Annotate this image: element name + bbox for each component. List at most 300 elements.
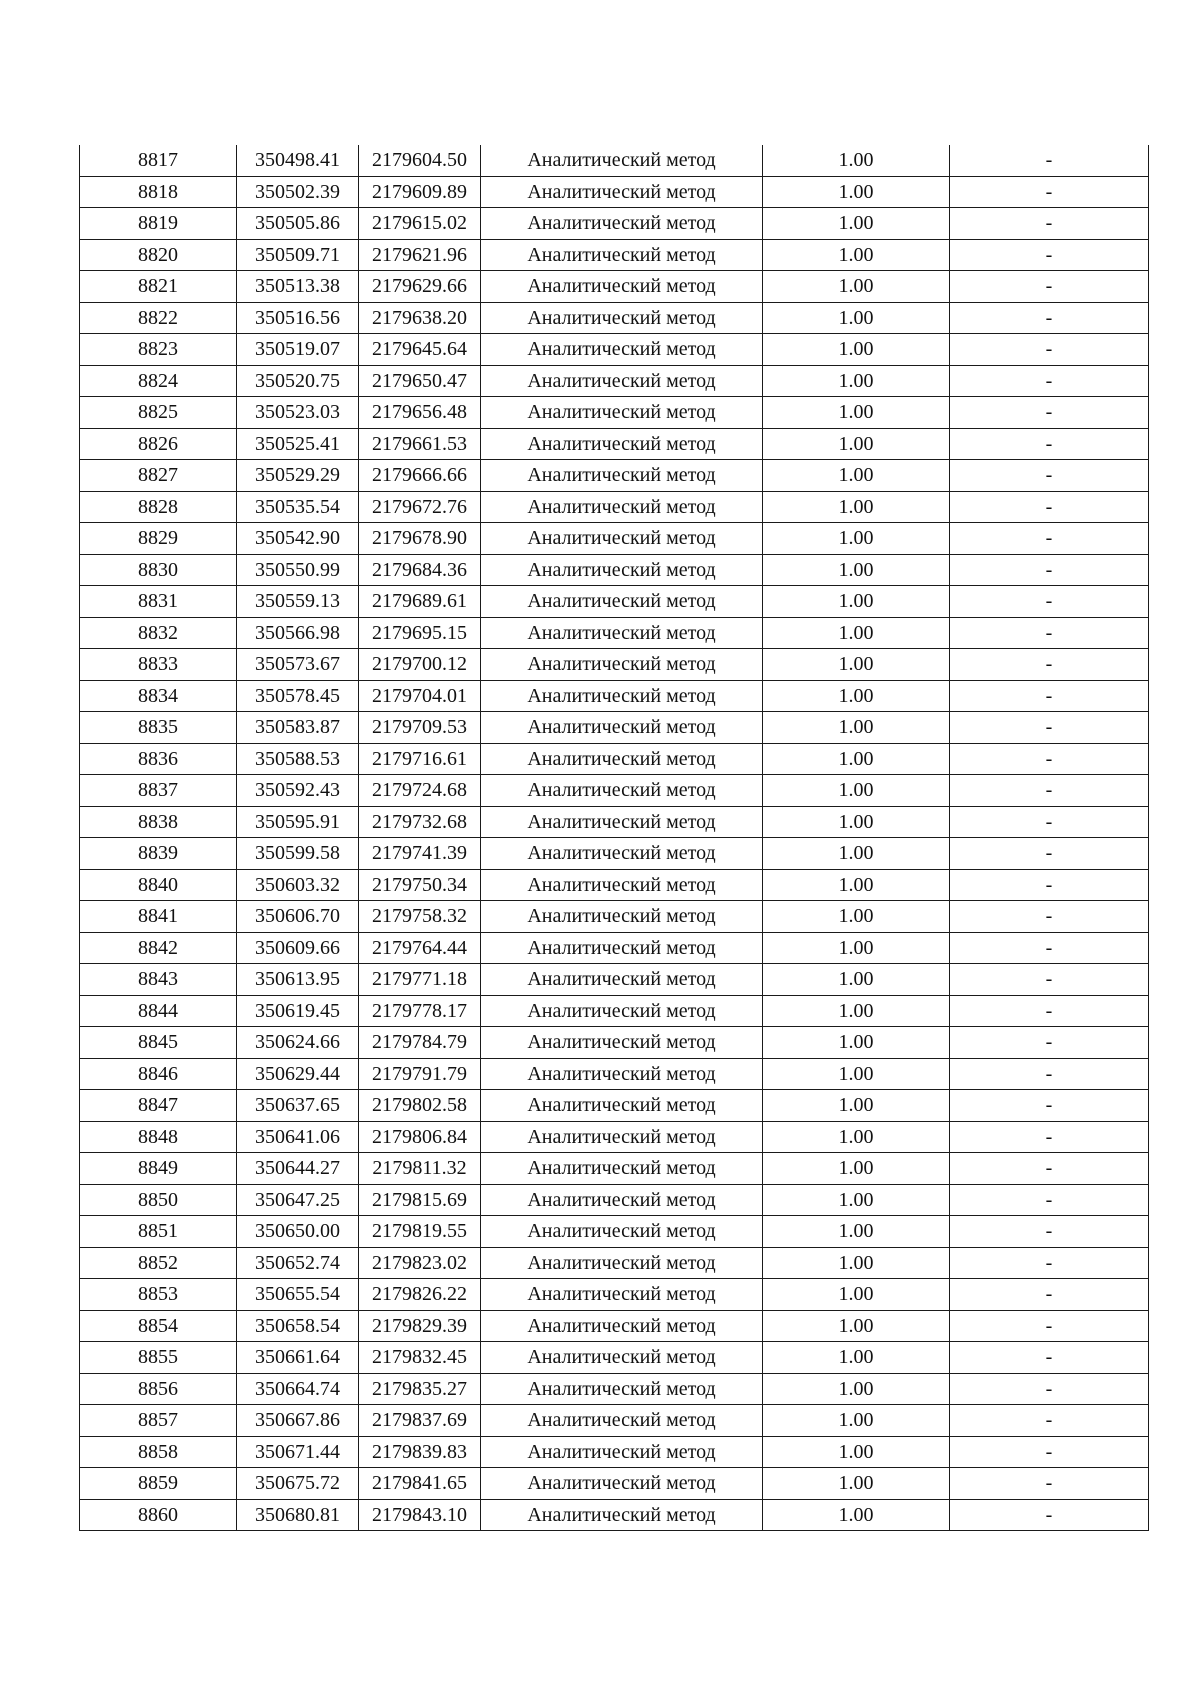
- table-row: [80, 176, 1149, 208]
- note-cell: -: [950, 1247, 1149, 1279]
- point-number-cell: 8847: [80, 1090, 237, 1122]
- x-coordinate-cell: 350613.95: [237, 964, 359, 996]
- x-coordinate-cell: 350509.71: [237, 239, 359, 271]
- method-cell: Аналитический метод: [481, 869, 763, 901]
- note-cell: -: [950, 1121, 1149, 1153]
- point-number-cell: 8818: [80, 176, 237, 208]
- table-row: [80, 1405, 1149, 1437]
- x-coordinate-cell: 350516.56: [237, 302, 359, 334]
- method-cell: Аналитический метод: [481, 1153, 763, 1185]
- method-cell: Аналитический метод: [481, 1373, 763, 1405]
- y-coordinate-cell: 2179678.90: [359, 523, 481, 555]
- table-row: [80, 208, 1149, 240]
- x-coordinate-cell: 350624.66: [237, 1027, 359, 1059]
- method-cell: Аналитический метод: [481, 932, 763, 964]
- table-row: [80, 1247, 1149, 1279]
- accuracy-cell: 1.00: [763, 712, 950, 744]
- point-number-cell: 8856: [80, 1373, 237, 1405]
- accuracy-cell: 1.00: [763, 1090, 950, 1122]
- table-row: [80, 145, 1149, 176]
- note-cell: -: [950, 397, 1149, 429]
- method-cell: Аналитический метод: [481, 460, 763, 492]
- method-cell: Аналитический метод: [481, 1468, 763, 1500]
- note-cell: -: [950, 1405, 1149, 1437]
- method-cell: Аналитический метод: [481, 554, 763, 586]
- method-cell: Аналитический метод: [481, 1090, 763, 1122]
- point-number-cell: 8823: [80, 334, 237, 366]
- note-cell: -: [950, 617, 1149, 649]
- point-number-cell: 8825: [80, 397, 237, 429]
- y-coordinate-cell: 2179741.39: [359, 838, 481, 870]
- coordinates-table-body: [80, 145, 1149, 1531]
- y-coordinate-cell: 2179615.02: [359, 208, 481, 240]
- table-row: [80, 554, 1149, 586]
- accuracy-cell: 1.00: [763, 1184, 950, 1216]
- note-cell: -: [950, 743, 1149, 775]
- note-cell: -: [950, 1310, 1149, 1342]
- y-coordinate-cell: 2179629.66: [359, 271, 481, 303]
- accuracy-cell: 1.00: [763, 428, 950, 460]
- x-coordinate-cell: 350664.74: [237, 1373, 359, 1405]
- x-coordinate-cell: 350535.54: [237, 491, 359, 523]
- y-coordinate-cell: 2179806.84: [359, 1121, 481, 1153]
- note-cell: -: [950, 1436, 1149, 1468]
- point-number-cell: 8838: [80, 806, 237, 838]
- accuracy-cell: 1.00: [763, 491, 950, 523]
- y-coordinate-cell: 2179609.89: [359, 176, 481, 208]
- y-coordinate-cell: 2179732.68: [359, 806, 481, 838]
- point-number-cell: 8844: [80, 995, 237, 1027]
- point-number-cell: 8857: [80, 1405, 237, 1437]
- method-cell: Аналитический метод: [481, 617, 763, 649]
- table-row: [80, 302, 1149, 334]
- x-coordinate-cell: 350498.41: [237, 145, 359, 176]
- table-row: [80, 680, 1149, 712]
- point-number-cell: 8830: [80, 554, 237, 586]
- method-cell: Аналитический метод: [481, 176, 763, 208]
- method-cell: Аналитический метод: [481, 428, 763, 460]
- point-number-cell: 8859: [80, 1468, 237, 1500]
- point-number-cell: 8820: [80, 239, 237, 271]
- y-coordinate-cell: 2179826.22: [359, 1279, 481, 1311]
- table-row: [80, 869, 1149, 901]
- point-number-cell: 8835: [80, 712, 237, 744]
- point-number-cell: 8827: [80, 460, 237, 492]
- x-coordinate-cell: 350652.74: [237, 1247, 359, 1279]
- y-coordinate-cell: 2179604.50: [359, 145, 481, 176]
- point-number-cell: 8828: [80, 491, 237, 523]
- point-number-cell: 8832: [80, 617, 237, 649]
- y-coordinate-cell: 2179841.65: [359, 1468, 481, 1500]
- point-number-cell: 8846: [80, 1058, 237, 1090]
- note-cell: -: [950, 334, 1149, 366]
- accuracy-cell: 1.00: [763, 995, 950, 1027]
- x-coordinate-cell: 350573.67: [237, 649, 359, 681]
- method-cell: Аналитический метод: [481, 365, 763, 397]
- point-number-cell: 8839: [80, 838, 237, 870]
- y-coordinate-cell: 2179832.45: [359, 1342, 481, 1374]
- table-row: [80, 1121, 1149, 1153]
- x-coordinate-cell: 350529.29: [237, 460, 359, 492]
- coordinates-table: [79, 145, 1149, 1531]
- x-coordinate-cell: 350513.38: [237, 271, 359, 303]
- note-cell: -: [950, 838, 1149, 870]
- table-row: [80, 806, 1149, 838]
- accuracy-cell: 1.00: [763, 1121, 950, 1153]
- x-coordinate-cell: 350655.54: [237, 1279, 359, 1311]
- accuracy-cell: 1.00: [763, 964, 950, 996]
- y-coordinate-cell: 2179791.79: [359, 1058, 481, 1090]
- accuracy-cell: 1.00: [763, 397, 950, 429]
- accuracy-cell: 1.00: [763, 1027, 950, 1059]
- method-cell: Аналитический метод: [481, 743, 763, 775]
- y-coordinate-cell: 2179638.20: [359, 302, 481, 334]
- method-cell: Аналитический метод: [481, 491, 763, 523]
- y-coordinate-cell: 2179802.58: [359, 1090, 481, 1122]
- table-row: [80, 271, 1149, 303]
- x-coordinate-cell: 350523.03: [237, 397, 359, 429]
- y-coordinate-cell: 2179661.53: [359, 428, 481, 460]
- table-row: [80, 334, 1149, 366]
- x-coordinate-cell: 350637.65: [237, 1090, 359, 1122]
- point-number-cell: 8819: [80, 208, 237, 240]
- accuracy-cell: 1.00: [763, 743, 950, 775]
- table-row: [80, 491, 1149, 523]
- x-coordinate-cell: 350658.54: [237, 1310, 359, 1342]
- x-coordinate-cell: 350644.27: [237, 1153, 359, 1185]
- accuracy-cell: 1.00: [763, 1058, 950, 1090]
- x-coordinate-cell: 350609.66: [237, 932, 359, 964]
- note-cell: -: [950, 365, 1149, 397]
- x-coordinate-cell: 350559.13: [237, 586, 359, 618]
- y-coordinate-cell: 2179778.17: [359, 995, 481, 1027]
- point-number-cell: 8822: [80, 302, 237, 334]
- point-number-cell: 8849: [80, 1153, 237, 1185]
- point-number-cell: 8837: [80, 775, 237, 807]
- accuracy-cell: 1.00: [763, 365, 950, 397]
- x-coordinate-cell: 350520.75: [237, 365, 359, 397]
- method-cell: Аналитический метод: [481, 1247, 763, 1279]
- y-coordinate-cell: 2179656.48: [359, 397, 481, 429]
- note-cell: -: [950, 995, 1149, 1027]
- x-coordinate-cell: 350680.81: [237, 1499, 359, 1531]
- x-coordinate-cell: 350667.86: [237, 1405, 359, 1437]
- accuracy-cell: 1.00: [763, 1310, 950, 1342]
- y-coordinate-cell: 2179645.64: [359, 334, 481, 366]
- point-number-cell: 8845: [80, 1027, 237, 1059]
- accuracy-cell: 1.00: [763, 1216, 950, 1248]
- table-row: [80, 712, 1149, 744]
- note-cell: -: [950, 932, 1149, 964]
- method-cell: Аналитический метод: [481, 586, 763, 618]
- note-cell: -: [950, 1058, 1149, 1090]
- note-cell: -: [950, 302, 1149, 334]
- accuracy-cell: 1.00: [763, 460, 950, 492]
- accuracy-cell: 1.00: [763, 1247, 950, 1279]
- note-cell: -: [950, 1184, 1149, 1216]
- note-cell: -: [950, 1216, 1149, 1248]
- point-number-cell: 8848: [80, 1121, 237, 1153]
- method-cell: Аналитический метод: [481, 1436, 763, 1468]
- note-cell: -: [950, 775, 1149, 807]
- point-number-cell: 8836: [80, 743, 237, 775]
- accuracy-cell: 1.00: [763, 523, 950, 555]
- y-coordinate-cell: 2179764.44: [359, 932, 481, 964]
- x-coordinate-cell: 350583.87: [237, 712, 359, 744]
- method-cell: Аналитический метод: [481, 1184, 763, 1216]
- y-coordinate-cell: 2179704.01: [359, 680, 481, 712]
- point-number-cell: 8853: [80, 1279, 237, 1311]
- y-coordinate-cell: 2179771.18: [359, 964, 481, 996]
- table-row: [80, 428, 1149, 460]
- table-row: [80, 1153, 1149, 1185]
- note-cell: -: [950, 554, 1149, 586]
- table-row: [80, 901, 1149, 933]
- y-coordinate-cell: 2179815.69: [359, 1184, 481, 1216]
- y-coordinate-cell: 2179837.69: [359, 1405, 481, 1437]
- x-coordinate-cell: 350606.70: [237, 901, 359, 933]
- y-coordinate-cell: 2179684.36: [359, 554, 481, 586]
- table-row: [80, 365, 1149, 397]
- y-coordinate-cell: 2179843.10: [359, 1499, 481, 1531]
- method-cell: Аналитический метод: [481, 1058, 763, 1090]
- accuracy-cell: 1.00: [763, 586, 950, 618]
- x-coordinate-cell: 350550.99: [237, 554, 359, 586]
- x-coordinate-cell: 350599.58: [237, 838, 359, 870]
- note-cell: -: [950, 680, 1149, 712]
- point-number-cell: 8824: [80, 365, 237, 397]
- table-row: [80, 523, 1149, 555]
- method-cell: Аналитический метод: [481, 1121, 763, 1153]
- table-row: [80, 1499, 1149, 1531]
- table-row: [80, 964, 1149, 996]
- y-coordinate-cell: 2179621.96: [359, 239, 481, 271]
- y-coordinate-cell: 2179819.55: [359, 1216, 481, 1248]
- method-cell: Аналитический метод: [481, 145, 763, 176]
- note-cell: -: [950, 1468, 1149, 1500]
- note-cell: -: [950, 491, 1149, 523]
- x-coordinate-cell: 350629.44: [237, 1058, 359, 1090]
- x-coordinate-cell: 350578.45: [237, 680, 359, 712]
- accuracy-cell: 1.00: [763, 775, 950, 807]
- note-cell: -: [950, 1153, 1149, 1185]
- x-coordinate-cell: 350592.43: [237, 775, 359, 807]
- x-coordinate-cell: 350525.41: [237, 428, 359, 460]
- y-coordinate-cell: 2179784.79: [359, 1027, 481, 1059]
- method-cell: Аналитический метод: [481, 523, 763, 555]
- x-coordinate-cell: 350671.44: [237, 1436, 359, 1468]
- x-coordinate-cell: 350641.06: [237, 1121, 359, 1153]
- accuracy-cell: 1.00: [763, 1279, 950, 1311]
- x-coordinate-cell: 350505.86: [237, 208, 359, 240]
- y-coordinate-cell: 2179839.83: [359, 1436, 481, 1468]
- point-number-cell: 8855: [80, 1342, 237, 1374]
- point-number-cell: 8854: [80, 1310, 237, 1342]
- table-row: [80, 1310, 1149, 1342]
- note-cell: -: [950, 208, 1149, 240]
- note-cell: -: [950, 586, 1149, 618]
- accuracy-cell: 1.00: [763, 145, 950, 176]
- y-coordinate-cell: 2179829.39: [359, 1310, 481, 1342]
- point-number-cell: 8842: [80, 932, 237, 964]
- method-cell: Аналитический метод: [481, 397, 763, 429]
- table-row: [80, 1373, 1149, 1405]
- note-cell: -: [950, 176, 1149, 208]
- y-coordinate-cell: 2179689.61: [359, 586, 481, 618]
- method-cell: Аналитический метод: [481, 775, 763, 807]
- table-row: [80, 1090, 1149, 1122]
- table-row: [80, 932, 1149, 964]
- x-coordinate-cell: 350603.32: [237, 869, 359, 901]
- note-cell: -: [950, 1090, 1149, 1122]
- table-row: [80, 1468, 1149, 1500]
- accuracy-cell: 1.00: [763, 1373, 950, 1405]
- y-coordinate-cell: 2179666.66: [359, 460, 481, 492]
- note-cell: -: [950, 1499, 1149, 1531]
- method-cell: Аналитический метод: [481, 208, 763, 240]
- x-coordinate-cell: 350595.91: [237, 806, 359, 838]
- method-cell: Аналитический метод: [481, 680, 763, 712]
- accuracy-cell: 1.00: [763, 901, 950, 933]
- accuracy-cell: 1.00: [763, 806, 950, 838]
- accuracy-cell: 1.00: [763, 1499, 950, 1531]
- y-coordinate-cell: 2179823.02: [359, 1247, 481, 1279]
- accuracy-cell: 1.00: [763, 680, 950, 712]
- y-coordinate-cell: 2179811.32: [359, 1153, 481, 1185]
- method-cell: Аналитический метод: [481, 1216, 763, 1248]
- accuracy-cell: 1.00: [763, 932, 950, 964]
- accuracy-cell: 1.00: [763, 554, 950, 586]
- method-cell: Аналитический метод: [481, 302, 763, 334]
- y-coordinate-cell: 2179709.53: [359, 712, 481, 744]
- accuracy-cell: 1.00: [763, 617, 950, 649]
- point-number-cell: 8843: [80, 964, 237, 996]
- accuracy-cell: 1.00: [763, 239, 950, 271]
- method-cell: Аналитический метод: [481, 1310, 763, 1342]
- accuracy-cell: 1.00: [763, 334, 950, 366]
- note-cell: -: [950, 901, 1149, 933]
- table-row: [80, 838, 1149, 870]
- accuracy-cell: 1.00: [763, 1405, 950, 1437]
- y-coordinate-cell: 2179695.15: [359, 617, 481, 649]
- accuracy-cell: 1.00: [763, 869, 950, 901]
- method-cell: Аналитический метод: [481, 1342, 763, 1374]
- point-number-cell: 8860: [80, 1499, 237, 1531]
- method-cell: Аналитический метод: [481, 649, 763, 681]
- method-cell: Аналитический метод: [481, 271, 763, 303]
- note-cell: -: [950, 523, 1149, 555]
- point-number-cell: 8829: [80, 523, 237, 555]
- note-cell: -: [950, 869, 1149, 901]
- y-coordinate-cell: 2179724.68: [359, 775, 481, 807]
- accuracy-cell: 1.00: [763, 1153, 950, 1185]
- accuracy-cell: 1.00: [763, 1468, 950, 1500]
- accuracy-cell: 1.00: [763, 302, 950, 334]
- method-cell: Аналитический метод: [481, 1499, 763, 1531]
- method-cell: Аналитический метод: [481, 838, 763, 870]
- method-cell: Аналитический метод: [481, 334, 763, 366]
- note-cell: -: [950, 145, 1149, 176]
- table-row: [80, 1279, 1149, 1311]
- method-cell: Аналитический метод: [481, 1279, 763, 1311]
- note-cell: -: [950, 271, 1149, 303]
- accuracy-cell: 1.00: [763, 271, 950, 303]
- table-row: [80, 239, 1149, 271]
- accuracy-cell: 1.00: [763, 838, 950, 870]
- point-number-cell: 8821: [80, 271, 237, 303]
- table-row: [80, 1436, 1149, 1468]
- method-cell: Аналитический метод: [481, 806, 763, 838]
- note-cell: -: [950, 428, 1149, 460]
- note-cell: -: [950, 1279, 1149, 1311]
- point-number-cell: 8826: [80, 428, 237, 460]
- x-coordinate-cell: 350661.64: [237, 1342, 359, 1374]
- method-cell: Аналитический метод: [481, 712, 763, 744]
- x-coordinate-cell: 350588.53: [237, 743, 359, 775]
- x-coordinate-cell: 350647.25: [237, 1184, 359, 1216]
- point-number-cell: 8851: [80, 1216, 237, 1248]
- x-coordinate-cell: 350542.90: [237, 523, 359, 555]
- y-coordinate-cell: 2179700.12: [359, 649, 481, 681]
- point-number-cell: 8833: [80, 649, 237, 681]
- y-coordinate-cell: 2179835.27: [359, 1373, 481, 1405]
- table-row: [80, 995, 1149, 1027]
- note-cell: -: [950, 460, 1149, 492]
- point-number-cell: 8852: [80, 1247, 237, 1279]
- accuracy-cell: 1.00: [763, 208, 950, 240]
- x-coordinate-cell: 350675.72: [237, 1468, 359, 1500]
- note-cell: -: [950, 649, 1149, 681]
- x-coordinate-cell: 350519.07: [237, 334, 359, 366]
- note-cell: -: [950, 1027, 1149, 1059]
- accuracy-cell: 1.00: [763, 1436, 950, 1468]
- x-coordinate-cell: 350619.45: [237, 995, 359, 1027]
- y-coordinate-cell: 2179672.76: [359, 491, 481, 523]
- accuracy-cell: 1.00: [763, 176, 950, 208]
- method-cell: Аналитический метод: [481, 239, 763, 271]
- note-cell: -: [950, 1373, 1149, 1405]
- point-number-cell: 8817: [80, 145, 237, 176]
- note-cell: -: [950, 712, 1149, 744]
- table-row: [80, 617, 1149, 649]
- note-cell: -: [950, 1342, 1149, 1374]
- point-number-cell: 8834: [80, 680, 237, 712]
- method-cell: Аналитический метод: [481, 995, 763, 1027]
- x-coordinate-cell: 350502.39: [237, 176, 359, 208]
- x-coordinate-cell: 350566.98: [237, 617, 359, 649]
- method-cell: Аналитический метод: [481, 1027, 763, 1059]
- y-coordinate-cell: 2179716.61: [359, 743, 481, 775]
- accuracy-cell: 1.00: [763, 649, 950, 681]
- table-row: [80, 1027, 1149, 1059]
- y-coordinate-cell: 2179758.32: [359, 901, 481, 933]
- table-row: [80, 1184, 1149, 1216]
- method-cell: Аналитический метод: [481, 964, 763, 996]
- table-row: [80, 1216, 1149, 1248]
- table-row: [80, 397, 1149, 429]
- point-number-cell: 8841: [80, 901, 237, 933]
- method-cell: Аналитический метод: [481, 901, 763, 933]
- method-cell: Аналитический метод: [481, 1405, 763, 1437]
- table-row: [80, 649, 1149, 681]
- y-coordinate-cell: 2179750.34: [359, 869, 481, 901]
- note-cell: -: [950, 806, 1149, 838]
- point-number-cell: 8831: [80, 586, 237, 618]
- y-coordinate-cell: 2179650.47: [359, 365, 481, 397]
- note-cell: -: [950, 964, 1149, 996]
- point-number-cell: 8858: [80, 1436, 237, 1468]
- table-row: [80, 775, 1149, 807]
